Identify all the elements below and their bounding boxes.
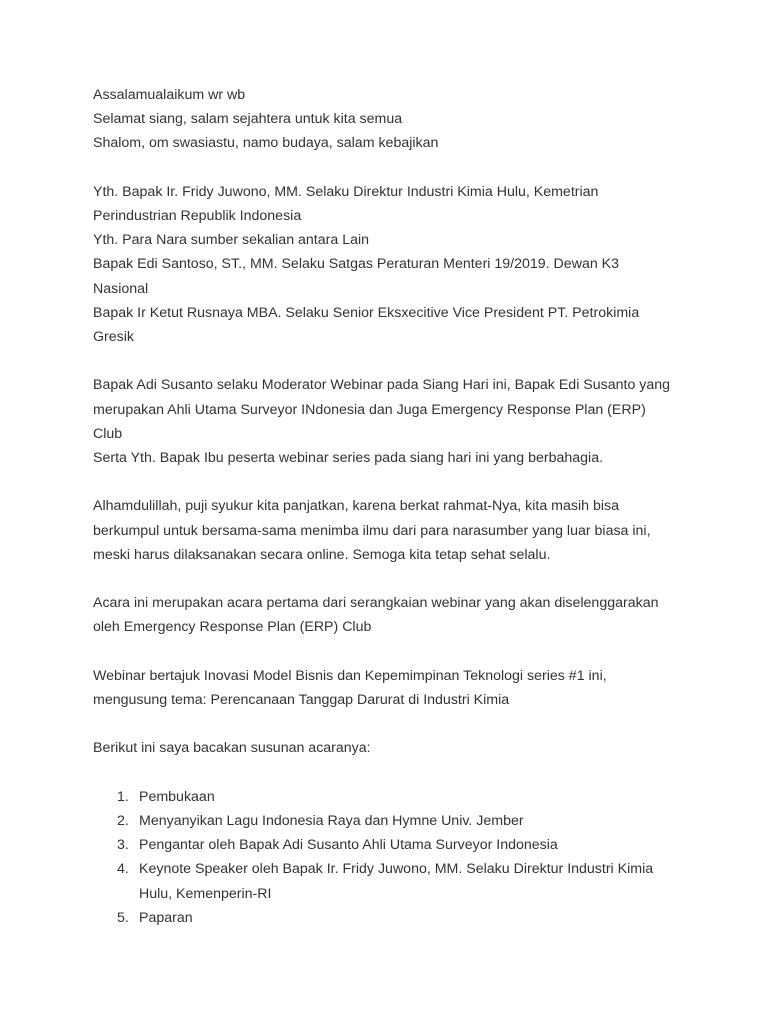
paragraph-gap [93, 156, 678, 180]
paragraph-gap [93, 470, 678, 494]
agenda-item-text: Pembukaan [139, 788, 215, 805]
agenda-list [93, 785, 678, 930]
agenda-item-text: Menyanyikan Lagu Indonesia Raya dan Hymne Univ. Jember [139, 812, 524, 829]
theme-paragraph: Webinar bertajuk Inovasi Model Bisnis dan Kepemimpinan Teknologi series #1 ini, mengusung tema: Perencanaan Tanggap Darurat di Industri Kimia [93, 667, 607, 708]
agenda-item-number: 1. [117, 788, 129, 805]
paragraph-gap [93, 712, 678, 736]
paragraph-gap [93, 640, 678, 664]
agenda-item-number: 5. [117, 909, 129, 926]
paragraph-gap [93, 349, 678, 373]
agenda-item-text: Pengantar oleh Bapak Adi Susanto Ahli Utama Surveyor Indonesia [139, 837, 558, 854]
gratitude-paragraph: Alhamdulillah, puji syukur kita panjatkan, karena berkat rahmat-Nya, kita masih bisa berkumpul untuk bersama-sama menimba ilmu dari para narasumber yang luar biasa ini, meski harus dilaksanakan secara online. Semoga kita tetap sehat selalu. [93, 498, 651, 563]
agenda-item [93, 857, 678, 905]
agenda-item-number: 2. [117, 812, 129, 829]
agenda-item [93, 785, 678, 809]
participants-line: Serta Yth. Bapak Ibu peserta webinar series pada siang hari ini yang berbahagia. [93, 450, 604, 467]
greeting-line: Shalom, om swasiastu, namo budaya, salam kebajikan [93, 135, 439, 152]
addressee-line: Yth. Para Nara sumber sekalian antara Lain [93, 232, 370, 249]
agenda-intro: Berikut ini saya bacakan susunan acaranya: [93, 740, 371, 757]
agenda-item [93, 809, 678, 833]
greeting-line: Assalamualaikum wr wb [93, 87, 246, 103]
addressee-line: Yth. Bapak Ir. Fridy Juwono, MM. Selaku Direktur Industri Kimia Hulu, Kemetrian Perindustrian Republik Indonesia [93, 183, 599, 224]
greeting-line: Selamat siang, salam sejahtera untuk kita semua [93, 111, 403, 128]
agenda-item-text: Keynote Speaker oleh Bapak Ir. Fridy Juwono, MM. Selaku Direktur Industri Kimia Hulu, Kemenperin-RI [139, 861, 654, 902]
agenda-item-text: Paparan [139, 909, 193, 926]
event-intro-paragraph: Acara ini merupakan acara pertama dari serangkaian webinar yang akan diselenggarakan oleh Emergency Response Plan (ERP) Club [93, 595, 659, 636]
agenda-item-number: 4. [117, 861, 129, 878]
document-body [93, 83, 678, 930]
moderator-paragraph: Bapak Adi Susanto selaku Moderator Webinar pada Siang Hari ini, Bapak Edi Susanto yang merupakan Ahli Utama Surveyor INdonesia dan Juga Emergency Response Plan (ERP) Club [93, 377, 671, 442]
paragraph-gap [93, 761, 678, 785]
agenda-item-number: 3. [117, 837, 129, 854]
paragraph-gap [93, 567, 678, 591]
agenda-item [93, 833, 678, 857]
agenda-item [93, 906, 678, 930]
addressee-line: Bapak Edi Santoso, ST., MM. Selaku Satgas Peraturan Menteri 19/2019. Dewan K3 Nasional [93, 256, 620, 297]
addressee-line: Bapak Ir Ketut Rusnaya MBA. Selaku Senior Eksxecitive Vice President PT. Petrokimia Gresik [93, 304, 640, 346]
